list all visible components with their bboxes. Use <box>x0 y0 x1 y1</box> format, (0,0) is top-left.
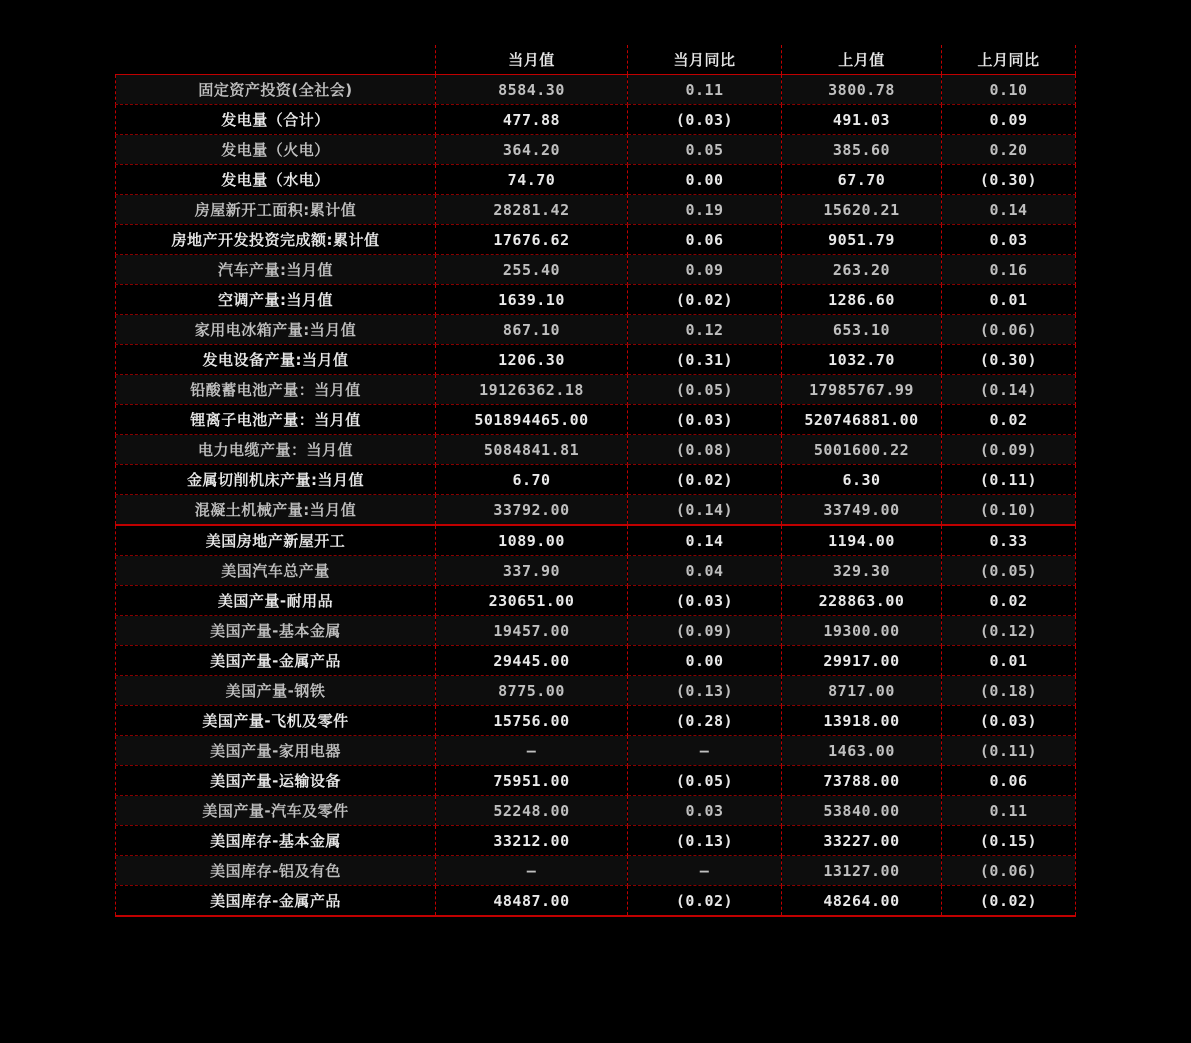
cell-v4: (0.10) <box>942 495 1076 526</box>
cell-v3: 33749.00 <box>782 495 942 526</box>
table-row <box>116 135 1076 165</box>
cell-v4: (0.06) <box>942 315 1076 345</box>
cell-v2: (0.28) <box>628 706 782 736</box>
cell-v3: 491.03 <box>782 105 942 135</box>
cell-v4: (0.09) <box>942 435 1076 465</box>
table-row <box>116 676 1076 706</box>
cell-v2: (0.05) <box>628 766 782 796</box>
cell-v1: 15756.00 <box>436 706 628 736</box>
cell-v2: 0.03 <box>628 796 782 826</box>
table-row <box>116 105 1076 135</box>
cell-v4: (0.11) <box>942 736 1076 766</box>
row-label: 美国产量-家用电器 <box>116 736 436 766</box>
table-row <box>116 75 1076 105</box>
table-row <box>116 165 1076 195</box>
table-row <box>116 255 1076 285</box>
cell-v1: 1639.10 <box>436 285 628 315</box>
cell-v3: 1194.00 <box>782 525 942 556</box>
cell-v4: 0.16 <box>942 255 1076 285</box>
table-body <box>116 75 1076 917</box>
row-label: 发电量（水电） <box>116 165 436 195</box>
cell-v2: (0.09) <box>628 616 782 646</box>
table-row <box>116 465 1076 495</box>
cell-v2: (0.02) <box>628 285 782 315</box>
row-label: 美国产量-钢铁 <box>116 676 436 706</box>
cell-v2: 0.19 <box>628 195 782 225</box>
cell-v3: 9051.79 <box>782 225 942 255</box>
table-row <box>116 556 1076 586</box>
cell-v2: (0.02) <box>628 886 782 917</box>
cell-v1: 230651.00 <box>436 586 628 616</box>
cell-v3: 520746881.00 <box>782 405 942 435</box>
cell-v2: (0.13) <box>628 826 782 856</box>
cell-v4: 0.33 <box>942 525 1076 556</box>
table-row <box>116 586 1076 616</box>
cell-v4: (0.14) <box>942 375 1076 405</box>
cell-v3: 29917.00 <box>782 646 942 676</box>
row-label: 家用电冰箱产量:当月值 <box>116 315 436 345</box>
cell-v2: 0.00 <box>628 165 782 195</box>
cell-v1: 1089.00 <box>436 525 628 556</box>
column-header-current-month-yoy: 当月同比 <box>628 45 782 75</box>
cell-v3: 3800.78 <box>782 75 942 105</box>
table-row <box>116 495 1076 526</box>
cell-v2: 0.05 <box>628 135 782 165</box>
cell-v4: (0.05) <box>942 556 1076 586</box>
row-label: 铅酸蓄电池产量：当月值 <box>116 375 436 405</box>
cell-v1: 33212.00 <box>436 826 628 856</box>
table-row <box>116 886 1076 917</box>
cell-v1: 364.20 <box>436 135 628 165</box>
cell-v2: 0.04 <box>628 556 782 586</box>
cell-v4: (0.11) <box>942 465 1076 495</box>
cell-v3: 263.20 <box>782 255 942 285</box>
cell-v3: 385.60 <box>782 135 942 165</box>
cell-v4: 0.03 <box>942 225 1076 255</box>
cell-v3: 8717.00 <box>782 676 942 706</box>
cell-v4: (0.02) <box>942 886 1076 917</box>
cell-v1: 74.70 <box>436 165 628 195</box>
row-label: 美国库存-金属产品 <box>116 886 436 917</box>
cell-v2: 0.00 <box>628 646 782 676</box>
cell-v1: 255.40 <box>436 255 628 285</box>
row-label: 美国产量-基本金属 <box>116 616 436 646</box>
cell-v3: 48264.00 <box>782 886 942 917</box>
cell-v3: 73788.00 <box>782 766 942 796</box>
row-label: 房地产开发投资完成额:累计值 <box>116 225 436 255</box>
cell-v1: 75951.00 <box>436 766 628 796</box>
cell-v2: (0.08) <box>628 435 782 465</box>
row-label: 美国产量-耐用品 <box>116 586 436 616</box>
cell-v1: 19457.00 <box>436 616 628 646</box>
table-row <box>116 225 1076 255</box>
cell-v4: (0.12) <box>942 616 1076 646</box>
cell-v3: 329.30 <box>782 556 942 586</box>
row-label: 空调产量:当月值 <box>116 285 436 315</box>
table-row <box>116 766 1076 796</box>
table-row <box>116 736 1076 766</box>
table-row <box>116 616 1076 646</box>
row-label: 美国产量-飞机及零件 <box>116 706 436 736</box>
cell-v2: (0.05) <box>628 375 782 405</box>
table-row <box>116 405 1076 435</box>
cell-v3: 67.70 <box>782 165 942 195</box>
cell-v4: 0.01 <box>942 285 1076 315</box>
cell-v1: – <box>436 736 628 766</box>
row-label: 汽车产量:当月值 <box>116 255 436 285</box>
cell-v4: (0.30) <box>942 165 1076 195</box>
cell-v1: 337.90 <box>436 556 628 586</box>
cell-v1: 28281.42 <box>436 195 628 225</box>
cell-v2: – <box>628 736 782 766</box>
row-label: 固定资产投资(全社会) <box>116 75 436 105</box>
cell-v2: 0.12 <box>628 315 782 345</box>
cell-v3: 1286.60 <box>782 285 942 315</box>
cell-v3: 653.10 <box>782 315 942 345</box>
row-label: 美国汽车总产量 <box>116 556 436 586</box>
cell-v1: 48487.00 <box>436 886 628 917</box>
row-label: 美国房地产新屋开工 <box>116 525 436 556</box>
table-row <box>116 856 1076 886</box>
table-row <box>116 826 1076 856</box>
cell-v3: 19300.00 <box>782 616 942 646</box>
cell-v4: (0.18) <box>942 676 1076 706</box>
cell-v1: 477.88 <box>436 105 628 135</box>
row-label: 混凝土机械产量:当月值 <box>116 495 436 526</box>
cell-v4: 0.02 <box>942 405 1076 435</box>
row-label: 房屋新开工面积:累计值 <box>116 195 436 225</box>
table-header <box>116 45 1076 75</box>
cell-v2: (0.03) <box>628 405 782 435</box>
cell-v4: 0.09 <box>942 105 1076 135</box>
cell-v2: (0.03) <box>628 586 782 616</box>
cell-v4: (0.06) <box>942 856 1076 886</box>
table-row <box>116 195 1076 225</box>
cell-v3: 228863.00 <box>782 586 942 616</box>
cell-v2: 0.09 <box>628 255 782 285</box>
cell-v2: 0.06 <box>628 225 782 255</box>
row-label: 金属切削机床产量:当月值 <box>116 465 436 495</box>
row-label: 美国产量-金属产品 <box>116 646 436 676</box>
cell-v4: 0.02 <box>942 586 1076 616</box>
row-label: 美国库存-铝及有色 <box>116 856 436 886</box>
cell-v2: (0.02) <box>628 465 782 495</box>
column-header-current-month-value: 当月值 <box>436 45 628 75</box>
cell-v4: 0.11 <box>942 796 1076 826</box>
cell-v1: 33792.00 <box>436 495 628 526</box>
cell-v4: 0.06 <box>942 766 1076 796</box>
cell-v1: 52248.00 <box>436 796 628 826</box>
cell-v2: 0.11 <box>628 75 782 105</box>
cell-v1: 8584.30 <box>436 75 628 105</box>
table-row <box>116 706 1076 736</box>
table-row <box>116 646 1076 676</box>
cell-v1: 1206.30 <box>436 345 628 375</box>
row-label: 锂离子电池产量：当月值 <box>116 405 436 435</box>
row-label: 发电设备产量:当月值 <box>116 345 436 375</box>
cell-v2: (0.03) <box>628 105 782 135</box>
cell-v1: – <box>436 856 628 886</box>
cell-v1: 5084841.81 <box>436 435 628 465</box>
cell-v4: 0.20 <box>942 135 1076 165</box>
cell-v3: 6.30 <box>782 465 942 495</box>
cell-v3: 53840.00 <box>782 796 942 826</box>
table-row <box>116 435 1076 465</box>
row-label: 发电量（火电） <box>116 135 436 165</box>
cell-v1: 17676.62 <box>436 225 628 255</box>
table-row <box>116 345 1076 375</box>
cell-v3: 1032.70 <box>782 345 942 375</box>
cell-v3: 13127.00 <box>782 856 942 886</box>
cell-v1: 6.70 <box>436 465 628 495</box>
cell-v4: (0.03) <box>942 706 1076 736</box>
row-label: 美国库存-基本金属 <box>116 826 436 856</box>
table-row <box>116 315 1076 345</box>
table-row <box>116 796 1076 826</box>
cell-v2: (0.31) <box>628 345 782 375</box>
table-row <box>116 525 1076 556</box>
cell-v2: (0.14) <box>628 495 782 526</box>
row-label: 美国产量-汽车及零件 <box>116 796 436 826</box>
row-label: 美国产量-运输设备 <box>116 766 436 796</box>
cell-v2: (0.13) <box>628 676 782 706</box>
header-row <box>116 45 1076 75</box>
data-sheet <box>115 45 1075 917</box>
cell-v3: 15620.21 <box>782 195 942 225</box>
cell-v3: 17985767.99 <box>782 375 942 405</box>
cell-v1: 19126362.18 <box>436 375 628 405</box>
cell-v4: (0.15) <box>942 826 1076 856</box>
cell-v1: 867.10 <box>436 315 628 345</box>
cell-v4: 0.10 <box>942 75 1076 105</box>
column-header-prev-month-yoy: 上月同比 <box>942 45 1076 75</box>
indicator-table <box>115 45 1076 917</box>
cell-v2: 0.14 <box>628 525 782 556</box>
cell-v3: 1463.00 <box>782 736 942 766</box>
table-row <box>116 285 1076 315</box>
cell-v3: 13918.00 <box>782 706 942 736</box>
row-label: 发电量（合计） <box>116 105 436 135</box>
cell-v1: 501894465.00 <box>436 405 628 435</box>
cell-v3: 5001600.22 <box>782 435 942 465</box>
table-row <box>116 375 1076 405</box>
cell-v4: (0.30) <box>942 345 1076 375</box>
column-header-prev-month-value: 上月值 <box>782 45 942 75</box>
cell-v1: 8775.00 <box>436 676 628 706</box>
column-header-blank <box>116 45 436 75</box>
cell-v1: 29445.00 <box>436 646 628 676</box>
cell-v3: 33227.00 <box>782 826 942 856</box>
cell-v4: 0.01 <box>942 646 1076 676</box>
cell-v4: 0.14 <box>942 195 1076 225</box>
row-label: 电力电缆产量：当月值 <box>116 435 436 465</box>
cell-v2: – <box>628 856 782 886</box>
